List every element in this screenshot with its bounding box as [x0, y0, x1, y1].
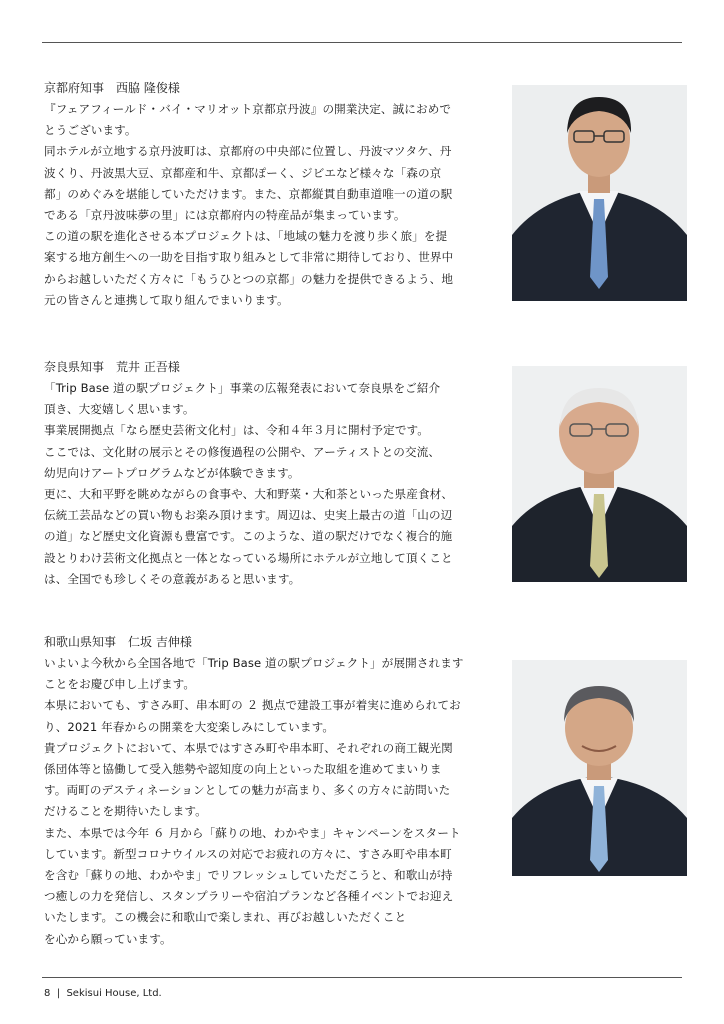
wakayama-governor-photo	[512, 660, 687, 876]
message-line: 設とりわけ芸術文化拠点と一体となっている場所にホテルが立地して頂くこと	[44, 550, 453, 565]
nara-governor-message	[44, 357, 510, 590]
message-line: 同ホテルが立地する京丹波町は、京都府の中央部に位置し、丹波マツタケ、丹	[44, 144, 452, 159]
top-divider	[42, 42, 682, 43]
message-line: 係団体等と協働して受入態勢や認知度の向上といった取組を進めてまいりま	[44, 762, 442, 777]
message-line: いたします。この機会に和歌山で楽しまれ、再びお越しいただくこと	[44, 910, 407, 925]
message-line: は、全国でも珍しくその意義があると思います。	[44, 571, 301, 586]
page-footer: 8 | Sekisui House, Ltd.	[44, 988, 162, 999]
message-line: 案する地方創生への一助を目指す取り組みとして非常に期待しており、世界中	[44, 250, 454, 265]
message-line: 元の皆さんと連携して取り組んでまいります。	[44, 292, 289, 307]
message-line: しています。新型コロナウイルスの対応でお疲れの方々に、すさみ町や串本町	[44, 846, 452, 861]
message-line: 幼児向けアートプログラムなどが体験できます。	[44, 465, 300, 480]
message-line: り、2021 年春からの開業を大変楽しみにしています。	[44, 719, 335, 734]
message-line: 『フェアフィールド・バイ・マリオット京都京丹波』の開業決定、誠におめで	[44, 102, 452, 116]
message-line: また、本県では今年 ６ 月から「蘇りの地、わかやま」キャンペーンをスタート	[44, 825, 461, 840]
kyoto-governor-photo	[512, 85, 687, 301]
message-line: 事業展開拠点「なら歴史芸術文化村」は、令和４年３月に開村予定です。	[44, 423, 429, 438]
message-line: 貴プロジェクトにおいて、本県ではすさみ町や串本町、それぞれの商工観光関	[44, 740, 453, 755]
kyoto-governor-message	[44, 78, 510, 311]
message-line: 伝統工芸品などの買い物もお楽み頂けます。周辺は、史実上最古の道「山の辺	[44, 508, 453, 523]
message-line: 頂き、大変嬉しく思います。	[44, 402, 195, 417]
message-line: この道の駅を進化させる本プロジェクトは、「地域の魅力を渡り歩く旅」を提	[44, 229, 448, 244]
message-line: を含む「蘇りの地、わかやま」でリフレッシュしていただこうと、和歌山が持	[44, 868, 453, 883]
message-line: 更に、大和平野を眺めながらの食事や、大和野菜・大和茶といった県産食材、	[44, 487, 454, 502]
message-line: 本県においても、すさみ町、串本町の ２ 拠点で建設工事が着実に進められてお	[44, 698, 461, 713]
message-line: ここでは、文化財の展示とその修復過程の公開や、アーティストとの交流、	[44, 444, 441, 459]
message-line: である「京丹波味夢の里」には京都府内の特産品が集まっています。	[44, 208, 406, 223]
message-line: とうございます。	[44, 123, 137, 138]
kyoto-governor-name: 京都府知事 西脇 隆俊様	[44, 81, 180, 95]
message-line: 波くり、丹波黒大豆、京都産和牛、京都ぽーく、ジビエなど様々な「森の京	[44, 165, 442, 180]
message-line: いよいよ今秋から全国各地で「Trip Base 道の駅プロジェクト」が展開されます	[44, 656, 464, 670]
wakayama-governor-message	[44, 632, 510, 950]
bottom-divider	[42, 977, 682, 978]
message-line: の道」など歴史文化資源も豊富です。このような、道の駅だけでなく複合的施	[44, 529, 453, 544]
nara-governor-name: 奈良県知事 荒井 正吾様	[44, 360, 180, 374]
message-line: からお越しいただく方々に「もうひとつの京都」の魅力を提供できるよう、地	[44, 271, 454, 286]
message-line: ことをお慶び申し上げます。	[44, 677, 196, 692]
message-line: だけることを期待いたします。	[44, 804, 207, 819]
message-line: つ癒しの力を発信し、スタンプラリーや宿泊プランなど各種イベントでお迎え	[44, 889, 454, 904]
message-line: 都」のめぐみを堪能していただけます。また、京都縦貫自動車道唯一の道の駅	[44, 186, 453, 201]
nara-governor-photo	[512, 366, 687, 582]
message-line: す。両町のデスティネーションとしての魅力が高まり、多くの方々に訪問いた	[44, 783, 451, 798]
wakayama-governor-name: 和歌山県知事 仁坂 吉伸様	[44, 635, 192, 649]
message-line: 「Trip Base 道の駅プロジェクト」事業の広報発表において奈良県をご紹介	[44, 381, 441, 395]
message-line: を心から願っています。	[44, 931, 172, 946]
